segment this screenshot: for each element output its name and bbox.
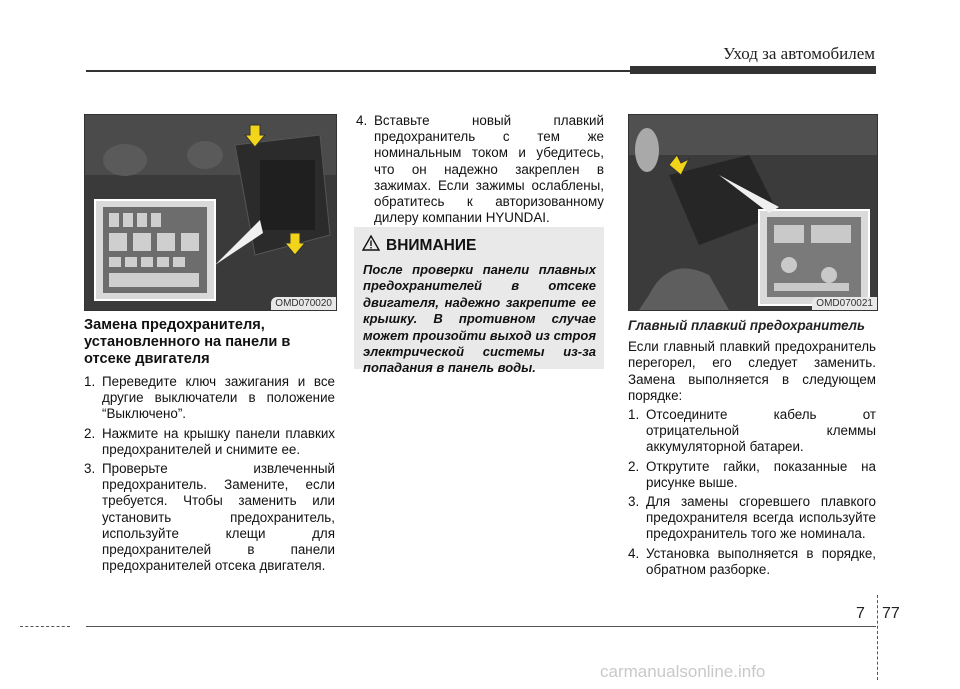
- right-steps-list: [628, 407, 876, 578]
- photo-code-label: OMD070021: [812, 297, 877, 310]
- chapter-number: 7: [856, 605, 865, 622]
- engine-fuse-panel-photo: [84, 114, 337, 311]
- step-text: Отсоедините кабель от отрицательной клеммы аккумуляторной батареи.: [646, 407, 876, 455]
- middle-steps-list: [356, 113, 604, 226]
- list-item: [84, 426, 335, 458]
- step-text: Для замены сгоревшего плавкого предохранителя всегда используйте предохранитель того же номинала.: [646, 494, 876, 542]
- step-text: Переведите ключ зажигания и все другие выключатели в положение “Выключено”.: [102, 374, 335, 422]
- section-title: Замена предохранителя, установленного на панели в отсеке двигателя: [84, 317, 291, 367]
- intro-paragraph: Если главный плавкий предохранитель перегорел, его следует заменить. Замена выполняется в следующем порядке:: [628, 339, 876, 403]
- footer-vertical-dash: [877, 595, 879, 680]
- footer-dash-left: [20, 626, 70, 628]
- main-fuse-photo: [628, 114, 878, 311]
- step-number: 3.: [628, 494, 640, 510]
- list-item: [628, 546, 876, 578]
- step-number: 1.: [84, 374, 96, 389]
- step-number: 1.: [628, 407, 640, 423]
- warning-body: После проверки панели плавных предохранителей в отсеке двигателя, надежно закрепите ее крышку. В противном случае может произойти выход из строя электрической системы из-за попадания в панель воды.: [363, 262, 596, 376]
- page-number: 77: [882, 605, 900, 622]
- step-text: Открутите гайки, показанные на рисунке выше.: [646, 458, 876, 490]
- warning-triangle-icon: [362, 235, 380, 256]
- step-text: Установка выполняется в порядке, обратном разборке.: [646, 545, 876, 577]
- footer-rule: [86, 626, 876, 627]
- header-tab-bar: [630, 66, 876, 74]
- photo-caption: Главный плавкий предохранитель: [628, 318, 865, 333]
- step-number: 3.: [84, 461, 96, 477]
- list-item: [628, 459, 876, 491]
- step-number: 4.: [628, 545, 640, 561]
- photo-code-label: OMD070020: [271, 297, 336, 310]
- warning-title: ВНИМАНИЕ: [386, 236, 477, 254]
- list-item: [84, 374, 335, 423]
- step-text: Нажмите на крышку панели плавких предохранителей и снимите ее.: [102, 425, 335, 457]
- page-header-title: Уход за автомобилем: [723, 44, 875, 63]
- list-item: [628, 494, 876, 543]
- list-item: [84, 461, 335, 574]
- middle-column: [356, 113, 604, 229]
- watermark: carmanualsonline.info: [600, 662, 766, 681]
- step-text: Проверьте извлеченный предохранитель. Замените, если требуется. Чтобы заменить или установить предохранитель, используйте клещи для предохранителей в панели предохранителей отсека двигателя.: [102, 461, 335, 574]
- step-number: 2.: [84, 425, 96, 441]
- step-number: 4.: [356, 113, 368, 128]
- list-item: [628, 407, 876, 456]
- left-steps-list: [84, 374, 335, 574]
- list-item: [356, 113, 604, 226]
- step-text: Вставьте новый плавкий предохранитель с тем же номинальным током и убедитесь, что он надежно закреплен в зажимах. Если зажимы ослаблены, обратитесь к авторизованному дилеру компании HYUNDAI.: [374, 113, 604, 226]
- warning-header: [362, 235, 604, 256]
- step-number: 2.: [628, 458, 640, 474]
- warning-box: [354, 227, 604, 376]
- right-column: [628, 318, 876, 581]
- left-column: [84, 317, 335, 577]
